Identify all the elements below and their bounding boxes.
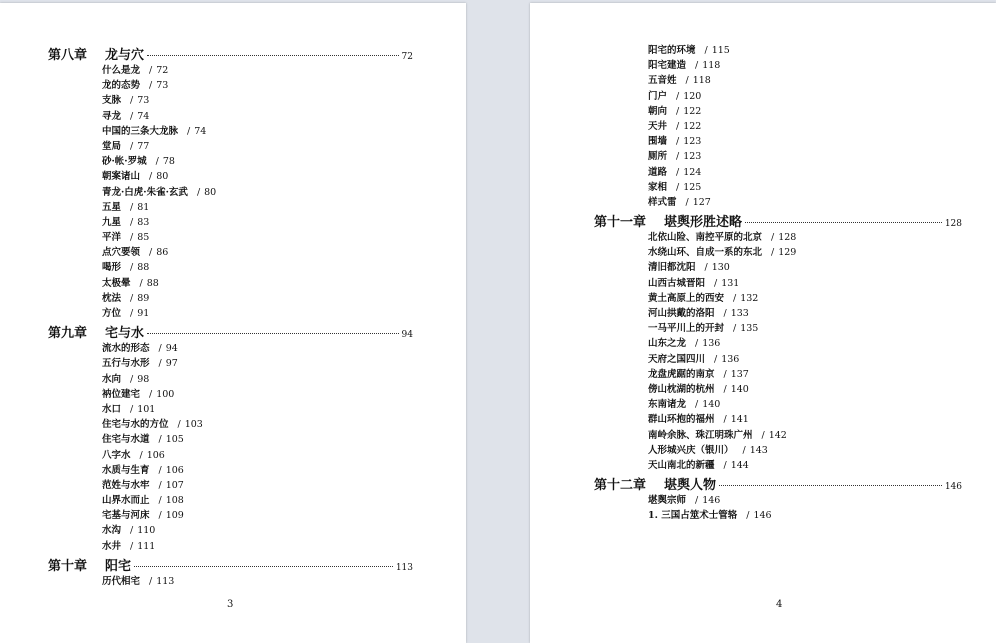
separator: / <box>158 343 162 355</box>
toc-entry <box>594 397 962 412</box>
separator: / <box>746 510 750 522</box>
entry-page: 123 <box>683 136 702 148</box>
toc-entry <box>594 336 962 351</box>
entry-title: 水井 <box>102 540 122 552</box>
toc-entry <box>48 200 413 215</box>
page-number: 4 <box>776 599 783 610</box>
separator: / <box>733 292 737 304</box>
separator: / <box>130 140 134 152</box>
chapter-title: 堪舆人物 <box>664 478 717 494</box>
separator: / <box>158 510 162 522</box>
dot-leader <box>147 55 399 56</box>
entry-page: 88 <box>146 277 159 289</box>
entry-title: 堪舆宗师 <box>648 495 687 507</box>
toc-entry <box>594 89 962 104</box>
entry-title: 天府之国四川 <box>648 353 706 365</box>
chapter-title: 宅与水 <box>105 326 145 342</box>
toc-entry <box>594 428 962 443</box>
entry-title: 傍山枕湖的杭州 <box>648 383 715 395</box>
chapter-page: 146 <box>944 482 962 493</box>
separator: / <box>733 323 737 335</box>
entry-title: 支脉 <box>102 95 122 107</box>
separator: / <box>695 399 699 411</box>
toc-entry <box>594 367 962 382</box>
separator: / <box>130 292 134 304</box>
entry-page: 73 <box>137 95 150 107</box>
entry-page: 98 <box>137 373 150 385</box>
toc-right <box>594 43 962 523</box>
separator: / <box>714 277 718 289</box>
entry-title: 五音姓 <box>648 75 677 87</box>
chapter-number: 第十二章 <box>594 478 647 494</box>
toc-entry <box>48 402 413 417</box>
entry-page: 85 <box>137 232 150 244</box>
entry-title: 东南诸龙 <box>648 399 687 411</box>
entry-page: 73 <box>156 80 169 92</box>
toc-entry <box>48 432 413 447</box>
entry-title: 天山南北的新疆 <box>648 459 715 471</box>
separator: / <box>704 45 708 56</box>
separator: / <box>695 60 699 72</box>
chapter-number: 第八章 <box>48 48 88 63</box>
toc-entry <box>594 73 962 88</box>
toc-entry <box>594 149 962 164</box>
separator: / <box>676 120 680 132</box>
entry-page: 115 <box>711 45 730 56</box>
separator: / <box>130 540 134 552</box>
separator: / <box>676 166 680 178</box>
entry-page: 78 <box>162 156 175 168</box>
entry-title: 水绕山环、自成一系的东北 <box>648 247 763 259</box>
separator: / <box>676 105 680 117</box>
entry-page: 122 <box>683 105 702 117</box>
entry-title: 围墙 <box>648 136 668 148</box>
toc-entry <box>48 508 413 523</box>
entry-page: 103 <box>184 419 203 431</box>
entry-page: 118 <box>702 60 721 72</box>
entry-page: 86 <box>156 247 169 259</box>
separator: / <box>130 262 134 274</box>
entry-title: 门户 <box>648 90 668 102</box>
entry-title: 衲位建宅 <box>102 388 141 400</box>
entry-title: 南岭余脉、珠江明珠广州 <box>648 429 753 441</box>
toc-entry <box>48 230 413 245</box>
separator: / <box>676 181 680 193</box>
separator: / <box>149 388 153 400</box>
toc-entry <box>594 134 962 149</box>
entry-page: 83 <box>137 216 150 228</box>
entry-title: 样式雷 <box>648 196 677 208</box>
toc-entry <box>594 43 962 58</box>
entry-title: 朝案诸山 <box>102 171 141 183</box>
entry-title: 喝形 <box>102 262 122 274</box>
entry-page: 106 <box>165 464 184 476</box>
toc-entry <box>48 306 413 321</box>
separator: / <box>130 216 134 228</box>
entry-title: 阳宅建造 <box>648 60 687 72</box>
entry-page: 146 <box>753 510 772 522</box>
separator: / <box>196 186 201 198</box>
entry-page: 77 <box>137 140 150 152</box>
toc-entry <box>48 341 413 356</box>
entry-title: 水质与生育 <box>102 464 150 476</box>
entry-page: 144 <box>730 459 749 471</box>
chapter-heading <box>48 322 413 341</box>
toc-entry <box>594 306 962 321</box>
chapter-page: 94 <box>401 330 413 341</box>
separator: / <box>676 136 680 148</box>
entry-title: 天井 <box>648 120 668 132</box>
chapter-heading <box>48 555 413 574</box>
separator: / <box>149 171 153 183</box>
entry-title: 北依山险、南控平原的北京 <box>648 232 763 244</box>
entry-title: 一马平川上的开封 <box>648 323 725 335</box>
toc-entry <box>594 165 962 180</box>
separator: / <box>130 232 134 244</box>
toc-entry <box>594 291 962 306</box>
entry-page: 80 <box>156 171 169 183</box>
toc-entry <box>48 63 413 78</box>
separator: / <box>139 449 143 461</box>
entry-title: 龙盘虎踞的南京 <box>648 368 715 380</box>
entry-title: 平洋 <box>102 232 122 244</box>
toc-entry <box>48 185 413 200</box>
entry-title: 流水的形态 <box>102 343 150 355</box>
separator: / <box>723 308 727 319</box>
toc-entry <box>594 119 962 134</box>
entry-title: 龙的态势 <box>102 80 141 92</box>
toc-entry <box>48 523 413 538</box>
entry-page: 124 <box>683 166 702 178</box>
entry-page: 137 <box>730 368 749 380</box>
toc-entry <box>594 352 962 367</box>
toc-entry <box>48 417 413 432</box>
separator: / <box>158 434 162 446</box>
entry-page: 140 <box>702 399 721 411</box>
toc-entry <box>48 215 413 230</box>
toc-entry <box>48 372 413 387</box>
entry-title: 历代相宅 <box>102 575 141 587</box>
entry-page: 109 <box>165 510 184 522</box>
entry-title: 方位 <box>102 308 122 319</box>
entry-page: 80 <box>204 186 217 198</box>
separator: / <box>158 358 162 370</box>
entry-page: 141 <box>730 414 749 426</box>
entry-page: 106 <box>146 449 165 461</box>
separator: / <box>704 262 708 274</box>
separator: / <box>177 419 181 431</box>
separator: / <box>685 196 689 208</box>
entry-page: 129 <box>778 247 797 259</box>
separator: / <box>130 95 134 107</box>
entry-page: 105 <box>165 434 184 446</box>
toc-entry <box>594 276 962 291</box>
separator: / <box>685 75 689 87</box>
entry-page: 72 <box>156 65 169 76</box>
entry-page: 127 <box>692 196 711 208</box>
entry-page: 111 <box>137 540 156 552</box>
separator: / <box>130 201 134 213</box>
entry-title: 青龙·白虎·朱雀·玄武 <box>102 186 188 198</box>
separator: / <box>130 308 134 319</box>
separator: / <box>158 479 162 491</box>
entry-title: 点穴要领 <box>102 247 141 259</box>
entry-page: 100 <box>156 388 175 400</box>
toc-entry <box>48 124 413 139</box>
entry-page: 91 <box>137 308 150 319</box>
entry-title: 水沟 <box>102 525 122 537</box>
toc-entry <box>48 139 413 154</box>
separator: / <box>761 429 765 441</box>
entry-title: 道路 <box>648 166 668 178</box>
chapter-page: 72 <box>401 52 413 62</box>
entry-page: 88 <box>137 262 150 274</box>
separator: / <box>714 353 718 365</box>
toc-entry <box>48 387 413 402</box>
separator: / <box>158 495 162 507</box>
toc-entry <box>594 493 962 508</box>
toc-entry <box>48 478 413 493</box>
separator: / <box>158 464 162 476</box>
entry-title: 住宅与水道 <box>102 434 150 446</box>
entry-page: 113 <box>156 575 175 587</box>
separator: / <box>130 403 134 415</box>
entry-title: 砂·帐·罗城 <box>102 156 147 168</box>
entry-title: 山东之龙 <box>648 338 687 350</box>
toc-entry <box>48 78 413 93</box>
separator: / <box>723 368 727 380</box>
entry-page: 108 <box>165 495 184 507</box>
entry-title: 住宅与水的方位 <box>102 419 169 431</box>
toc-entry <box>48 291 413 306</box>
toc-entry <box>594 458 962 473</box>
page-number: 3 <box>227 599 234 610</box>
separator: / <box>149 65 153 76</box>
entry-title: 寻龙 <box>102 110 122 122</box>
separator: / <box>742 444 746 456</box>
entry-page: 74 <box>137 110 150 122</box>
entry-page: 136 <box>702 338 721 350</box>
entry-title: 宅基与河床 <box>102 510 150 522</box>
toc-entry <box>594 508 962 523</box>
entry-title: 九星 <box>102 216 122 228</box>
entry-title: 群山环抱的福州 <box>648 414 715 426</box>
entry-title: 水口 <box>102 403 122 415</box>
entry-page: 101 <box>137 403 156 415</box>
chapter-page: 128 <box>944 219 962 230</box>
separator: / <box>139 277 143 289</box>
separator: / <box>723 414 727 426</box>
separator: / <box>149 575 153 587</box>
toc-entry <box>594 321 962 336</box>
separator: / <box>130 525 134 537</box>
entry-title: 太极晕 <box>102 277 131 289</box>
entry-title: 山界水而止 <box>102 495 150 507</box>
dot-leader <box>719 485 942 486</box>
toc-entry <box>594 58 962 73</box>
entry-page: 123 <box>683 151 702 163</box>
separator: / <box>723 383 727 395</box>
entry-title: 黄土高原上的西安 <box>648 292 725 304</box>
toc-entry <box>594 412 962 427</box>
separator: / <box>695 495 699 507</box>
entry-page: 118 <box>692 75 711 87</box>
separator: / <box>130 110 134 122</box>
chapter-number: 第十一章 <box>594 215 647 231</box>
entry-title: 山西古城晋阳 <box>648 277 706 289</box>
toc-entry <box>594 245 962 260</box>
entry-title: 范姓与水牢 <box>102 479 150 491</box>
separator: / <box>676 151 680 163</box>
entry-title: 水向 <box>102 373 122 385</box>
chapter-title: 堪舆形胜述略 <box>664 215 743 231</box>
separator: / <box>723 459 727 471</box>
entry-title: 阳宅的环境 <box>648 45 696 56</box>
entry-page: 110 <box>137 525 156 537</box>
entry-page: 131 <box>721 277 740 289</box>
toc-entry <box>594 382 962 397</box>
toc-entry <box>48 93 413 108</box>
toc-entry <box>594 230 962 245</box>
toc-left <box>48 43 413 589</box>
toc-entry <box>48 539 413 554</box>
chapter-heading <box>48 44 413 63</box>
chapter-number: 第九章 <box>48 326 88 342</box>
chapter-page: 113 <box>395 562 413 573</box>
entry-title: 家相 <box>648 181 668 193</box>
entry-title: 厕所 <box>648 151 668 163</box>
toc-entry <box>594 260 962 275</box>
toc-entry <box>48 109 413 124</box>
entry-title: 朝向 <box>648 105 668 117</box>
toc-entry <box>48 154 413 169</box>
entry-title: 河山拱戴的洛阳 <box>648 308 715 319</box>
entry-page: 81 <box>137 201 150 213</box>
entry-page: 142 <box>768 429 787 441</box>
entry-page: 136 <box>721 353 740 365</box>
entry-page: 97 <box>165 358 178 370</box>
entry-page: 128 <box>778 232 797 244</box>
entry-page: 133 <box>730 308 749 319</box>
toc-entry <box>48 463 413 478</box>
entry-title: 堂局 <box>102 140 122 152</box>
entry-page: 140 <box>730 383 749 395</box>
entry-title: 中国的三条大龙脉 <box>102 125 179 137</box>
toc-entry <box>48 574 413 589</box>
entry-title: 五行与水形 <box>102 358 150 370</box>
entry-page: 94 <box>165 343 178 355</box>
separator: / <box>695 338 699 350</box>
dot-leader <box>745 222 942 223</box>
toc-entry <box>48 448 413 463</box>
toc-entry <box>594 180 962 195</box>
left-page <box>0 3 466 643</box>
entry-page: 107 <box>165 479 184 491</box>
toc-entry <box>48 356 413 371</box>
separator: / <box>155 156 159 168</box>
entry-page: 146 <box>702 495 721 507</box>
separator: / <box>187 125 191 137</box>
entry-page: 89 <box>137 292 150 304</box>
dot-leader <box>134 566 393 567</box>
dot-leader <box>147 333 399 334</box>
separator: / <box>149 247 153 259</box>
chapter-title: 龙与穴 <box>105 48 145 63</box>
separator: / <box>149 80 153 92</box>
separator: / <box>771 247 775 259</box>
toc-entry <box>594 443 962 458</box>
entry-page: 143 <box>749 444 768 456</box>
separator: / <box>676 90 680 102</box>
entry-title: 五星 <box>102 201 122 213</box>
entry-page: 130 <box>711 262 730 274</box>
entry-page: 120 <box>683 90 702 102</box>
entry-title: 八字水 <box>102 449 131 461</box>
entry-title: 1. 三国占筮术士管辂 <box>648 510 738 522</box>
entry-title: 什么是龙 <box>102 65 141 76</box>
entry-page: 135 <box>740 323 759 335</box>
entry-page: 74 <box>194 125 207 137</box>
toc-entry <box>48 245 413 260</box>
toc-entry <box>48 169 413 184</box>
entry-title: 人形城兴庆（银川） <box>648 444 734 456</box>
entry-title: 清旧都沈阳 <box>648 262 696 274</box>
toc-entry <box>48 260 413 275</box>
chapter-heading <box>594 474 962 493</box>
chapter-number: 第十章 <box>48 558 88 574</box>
toc-entry <box>48 493 413 508</box>
chapter-heading <box>594 211 962 230</box>
toc-entry <box>594 104 962 119</box>
separator: / <box>771 232 775 244</box>
entry-page: 122 <box>683 120 702 132</box>
entry-page: 125 <box>683 181 702 193</box>
chapter-title: 阳宅 <box>105 558 132 574</box>
toc-entry <box>48 276 413 291</box>
toc-entry <box>594 195 962 210</box>
separator: / <box>130 373 134 385</box>
entry-page: 132 <box>740 292 759 304</box>
entry-title: 枕法 <box>102 292 122 304</box>
